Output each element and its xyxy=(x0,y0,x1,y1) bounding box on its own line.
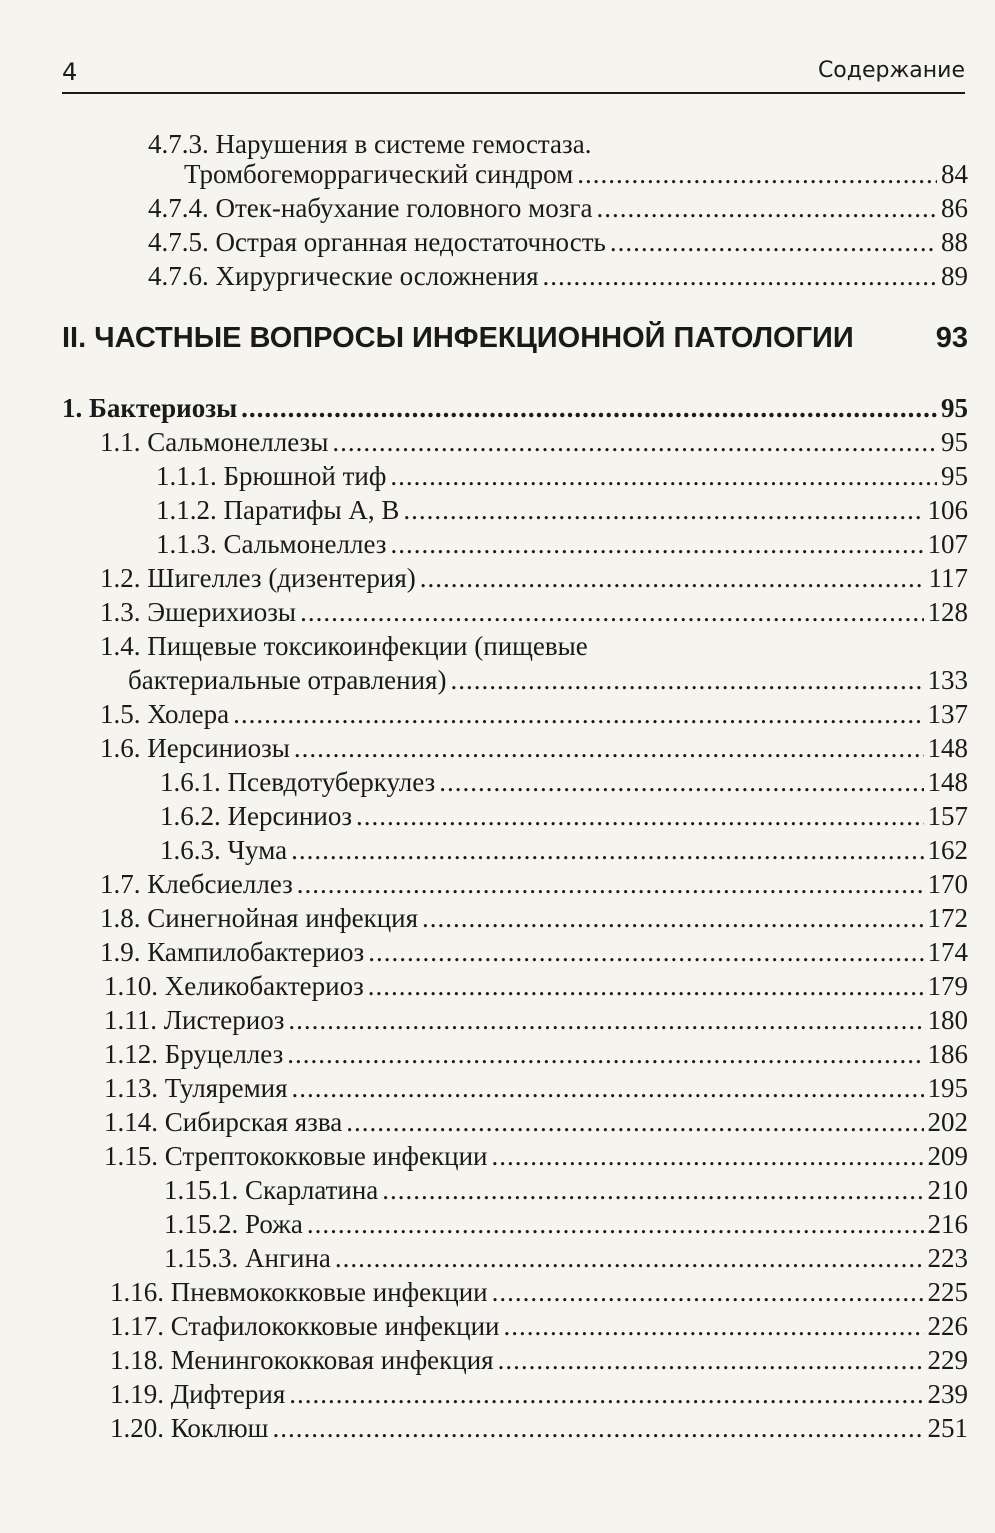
toc-entry-text: 1.11. Листериоз xyxy=(104,1005,285,1035)
leader-dots xyxy=(272,1412,923,1444)
toc-entry-text: 1.7. Клебсиеллез xyxy=(100,869,293,899)
toc-entry-text: 4.7.5. Острая органная недостаточность xyxy=(148,227,606,257)
leader-dots xyxy=(289,1378,923,1410)
toc-entry xyxy=(110,1412,968,1444)
toc-entry-page: 225 xyxy=(927,1277,968,1307)
toc-entry-text: бактериальные отравления) xyxy=(128,665,447,695)
leader-dots xyxy=(420,562,925,594)
toc-entry xyxy=(164,1174,968,1206)
leader-dots xyxy=(356,800,924,832)
toc-entry-text: 4.7.4. Отек-набухание головного мозга xyxy=(148,193,593,223)
leader-dots xyxy=(368,970,924,1002)
toc-entry-text: 1.8. Синегнойная инфекция xyxy=(100,903,419,933)
toc-entry xyxy=(100,426,968,458)
running-header xyxy=(62,52,965,94)
toc-entry-page: 128 xyxy=(927,597,968,627)
toc-entry-text: 1. Бактериозы xyxy=(62,393,238,423)
section-page: 93 xyxy=(935,322,968,354)
leader-dots xyxy=(577,158,937,190)
toc-entry-page: 251 xyxy=(927,1413,968,1443)
leader-dots xyxy=(390,528,923,560)
toc-entry xyxy=(156,460,968,492)
toc-entry xyxy=(110,1276,968,1308)
toc-entry-text: 1.17. Стафилококковые инфекции xyxy=(110,1311,500,1341)
leader-dots xyxy=(292,1072,924,1104)
toc-entry-line1: 1.4. Пищевые токсикоинфекции (пищевые xyxy=(100,631,588,661)
leader-dots xyxy=(291,834,923,866)
leader-dots xyxy=(422,902,923,934)
toc-entry-text: 1.19. Дифтерия xyxy=(110,1379,286,1409)
toc-entry-page: 89 xyxy=(941,261,968,291)
toc-entry-page: 229 xyxy=(927,1345,968,1375)
leader-dots xyxy=(610,226,937,258)
leader-dots xyxy=(233,698,923,730)
leader-dots xyxy=(403,494,923,526)
leader-dots xyxy=(307,1208,924,1240)
toc-entry-text: 1.15. Стрептококковые инфекции xyxy=(104,1141,488,1171)
leader-dots xyxy=(368,936,923,968)
toc-entry xyxy=(160,800,968,832)
toc-entry-line1: 4.7.3. Нарушения в системе гемостаза. xyxy=(148,129,592,159)
toc-entry xyxy=(110,1344,968,1376)
leader-dots xyxy=(294,732,924,764)
toc-entry-page: 202 xyxy=(927,1107,968,1137)
leader-dots xyxy=(491,1140,923,1172)
toc-entry-page: 239 xyxy=(927,1379,968,1409)
toc-entry xyxy=(148,260,968,292)
toc-entry xyxy=(128,664,968,696)
toc-entry-page: 216 xyxy=(927,1209,968,1239)
toc-entry-page: 226 xyxy=(927,1311,968,1341)
leader-dots xyxy=(297,868,924,900)
toc-entry-page: 157 xyxy=(927,801,968,831)
toc-entry-text: 1.6.2. Иерсиниоз xyxy=(160,801,352,831)
toc-entry xyxy=(100,596,968,628)
toc-entry-page: 107 xyxy=(927,529,968,559)
toc-entry-page: 148 xyxy=(927,767,968,797)
toc-entry-page: 209 xyxy=(927,1141,968,1171)
toc-entry xyxy=(104,1106,968,1138)
toc-entry-page: 95 xyxy=(941,461,968,491)
leader-dots xyxy=(335,1242,924,1274)
toc-entry-text: 1.5. Холера xyxy=(100,699,230,729)
toc-entry-text: 1.6.3. Чума xyxy=(160,835,288,865)
toc-entry xyxy=(100,698,968,730)
toc-entry-text: 4.7.6. Хирургические осложнения xyxy=(148,261,539,291)
toc-entry-text: 1.15.3. Ангина xyxy=(164,1243,331,1273)
toc-entry-text: 1.2. Шигеллез (дизентерия) xyxy=(100,563,416,593)
toc-entry-page: 133 xyxy=(927,665,968,695)
toc-entry xyxy=(100,562,968,594)
toc-entry xyxy=(110,1310,968,1342)
toc-entry-text: 1.13. Туляремия xyxy=(104,1073,288,1103)
leader-dots xyxy=(332,426,937,458)
toc-entry xyxy=(156,494,968,526)
toc-entry-text: 1.20. Коклюш xyxy=(110,1413,269,1443)
toc-entry-page: 86 xyxy=(941,193,968,223)
toc-entry-page: 186 xyxy=(927,1039,968,1069)
toc-entry-page: 95 xyxy=(941,427,968,457)
leader-dots xyxy=(287,1038,923,1070)
toc-entry xyxy=(100,936,968,968)
toc-entry-page: 179 xyxy=(927,971,968,1001)
toc-entry xyxy=(148,192,968,224)
leader-dots xyxy=(450,664,923,696)
toc-entry xyxy=(164,1208,968,1240)
section-heading xyxy=(62,320,968,356)
toc-entry xyxy=(100,732,968,764)
toc-entry-text: Тромбогеморрагический синдром xyxy=(184,159,574,189)
leader-dots xyxy=(300,596,923,628)
leader-dots xyxy=(346,1106,923,1138)
toc-entry xyxy=(156,528,968,560)
toc-entry-text: 1.12. Бруцеллез xyxy=(104,1039,284,1069)
toc-entry-text: 1.18. Менингококковая инфекция xyxy=(110,1345,494,1375)
leader-dots xyxy=(543,260,938,292)
toc-entry-page: 180 xyxy=(927,1005,968,1035)
toc-entry-page: 223 xyxy=(927,1243,968,1273)
toc-entry-text: 1.1.3. Сальмонеллез xyxy=(156,529,387,559)
toc-entry-page: 137 xyxy=(927,699,968,729)
leader-dots xyxy=(498,1344,924,1376)
toc-entry xyxy=(160,834,968,866)
toc-entry xyxy=(104,1038,968,1070)
toc-entry xyxy=(110,1378,968,1410)
toc-entry-page: 88 xyxy=(941,227,968,257)
toc-entry-text: 1.15.2. Рожа xyxy=(164,1209,303,1239)
toc-entry xyxy=(62,392,968,424)
toc-entry xyxy=(164,1242,968,1274)
toc-entry-page: 84 xyxy=(941,159,968,189)
toc-entry-text: 1.10. Хеликобактериоз xyxy=(104,971,364,1001)
toc-entry-page: 172 xyxy=(927,903,968,933)
toc-entry-page: 162 xyxy=(927,835,968,865)
leader-dots xyxy=(390,460,937,492)
toc-entry-text: 1.14. Сибирская язва xyxy=(104,1107,343,1137)
toc-entry xyxy=(104,1004,968,1036)
toc-entry-text: 1.6. Иерсиниозы xyxy=(100,733,290,763)
leader-dots xyxy=(288,1004,923,1036)
toc-entry-page: 210 xyxy=(927,1175,968,1205)
toc-entry-text: 1.1. Сальмонеллезы xyxy=(100,427,329,457)
toc-entry xyxy=(104,1072,968,1104)
leader-dots xyxy=(382,1174,923,1206)
toc-entry xyxy=(184,158,968,190)
page-number: 4 xyxy=(62,58,78,86)
leader-dots xyxy=(504,1310,924,1342)
toc-entry-page: 174 xyxy=(927,937,968,967)
toc-entry-page: 170 xyxy=(927,869,968,899)
toc-entry xyxy=(160,766,968,798)
leader-dots xyxy=(492,1276,924,1308)
toc-entry xyxy=(100,902,968,934)
toc-entry xyxy=(100,868,968,900)
toc-entry xyxy=(148,226,968,258)
running-title: Содержание xyxy=(817,58,965,83)
toc-entry-page: 95 xyxy=(941,393,968,423)
toc-entry-page: 148 xyxy=(927,733,968,763)
leader-dots xyxy=(241,392,937,424)
toc-entry-text: 1.1.2. Паратифы А, В xyxy=(156,495,400,525)
toc-entry-text: 1.1.1. Брюшной тиф xyxy=(156,461,387,491)
leader-dots xyxy=(439,766,923,798)
toc-entry-text: 1.16. Пневмококковые инфекции xyxy=(110,1277,488,1307)
leader-dots xyxy=(596,192,937,224)
toc-entry-text: 1.15.1. Скарлатина xyxy=(164,1175,379,1205)
toc-entry-text: 1.3. Эшерихиозы xyxy=(100,597,297,627)
toc-entry-text: 1.9. Кампилобактериоз xyxy=(100,937,365,967)
toc-entry xyxy=(104,970,968,1002)
toc-entry xyxy=(104,1140,968,1172)
section-title: II. ЧАСТНЫЕ ВОПРОСЫ ИНФЕКЦИОННОЙ ПАТОЛОГИИ xyxy=(62,322,854,354)
toc-entry-page: 117 xyxy=(928,563,968,593)
toc-entry-page: 195 xyxy=(927,1073,968,1103)
toc-entry-text: 1.6.1. Псевдотуберкулез xyxy=(160,767,436,797)
toc-entry-page: 106 xyxy=(927,495,968,525)
